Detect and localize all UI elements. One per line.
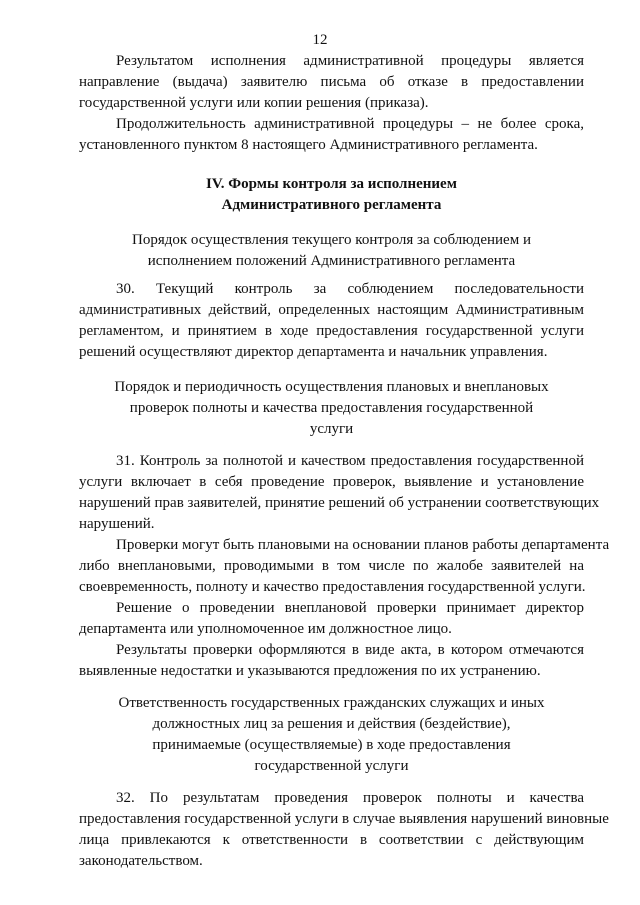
subsection-heading: принимаемые (осуществляемые) в ходе предоставления (152, 737, 511, 753)
page-number: 12 (312, 32, 328, 48)
paragraph-line: государственной услуги или копии решения (приказа). (79, 95, 429, 111)
paragraph-line: 32. По результатам проведения проверок полноты и качества (116, 790, 584, 806)
paragraph-line: регламентом, и принятием в ходе предоставления государственной услуги (79, 323, 584, 339)
paragraph-line: услуги включает в себя проведение проверок, выявление и установление (79, 474, 584, 490)
paragraph-line: Результатом исполнения административной процедуры является (116, 53, 584, 69)
paragraph-line: нарушений. (79, 516, 155, 532)
paragraph-line: предоставления государственной услуги в случае выявления нарушений виновные (79, 811, 609, 827)
paragraph-line: 31. Контроль за полнотой и качеством предоставления государственной (116, 453, 584, 469)
paragraph-line: Проверки могут быть плановыми на основании планов работы департамента (116, 537, 610, 553)
subsection-heading: проверок полноты и качества предоставления государственной (129, 400, 534, 416)
paragraph-line: своевременность, полноту и качество предоставления государственной услуги. (79, 579, 586, 595)
subsection-heading: государственной услуги (254, 758, 409, 774)
paragraph-line: выявленные недостатки и указываются предложения по их устранению. (79, 663, 541, 679)
section-heading: Административного регламента (221, 197, 442, 213)
paragraph-line: законодательством. (79, 853, 203, 869)
section-heading: IV. Формы контроля за исполнением (206, 176, 457, 192)
subsection-heading: исполнением положений Административного регламента (147, 253, 516, 269)
paragraph-line: Результаты проверки оформляются в виде акта, в котором отмечаются (116, 642, 584, 658)
paragraph-line: установленного пунктом 8 настоящего Административного регламента. (79, 137, 538, 153)
paragraph-line: Решение о проведении внеплановой проверки принимает директор (116, 600, 584, 616)
paragraph-line: нарушений прав заявителей, принятие решений об устранении соответствующих (79, 495, 600, 511)
paragraph-line: 30. Текущий контроль за соблюдением последовательности (116, 281, 584, 297)
subsection-heading: Порядок и периодичность осуществления плановых и внеплановых (114, 379, 549, 395)
subsection-heading: должностных лиц за решения и действия (бездействие), (152, 716, 511, 732)
paragraph-line: департамента или уполномоченное им должностное лицо. (79, 621, 452, 637)
paragraph-line: административных действий, определенных настоящим Административным (79, 302, 584, 318)
paragraph-line: направление (выдача) заявителю письма об отказе в предоставлении (79, 74, 584, 90)
paragraph-line: лица привлекаются к ответственности в соответствии с действующим (79, 832, 584, 848)
paragraph-line: Продолжительность административной процедуры – не более срока, (116, 116, 584, 132)
subsection-heading: Ответственность государственных гражданских служащих и иных (118, 695, 545, 711)
subsection-heading: услуги (309, 421, 354, 437)
subsection-heading: Порядок осуществления текущего контроля за соблюдением и (132, 232, 531, 248)
paragraph-line: либо внеплановыми, проводимыми в том числе по жалобе заявителей на (79, 558, 584, 574)
paragraph-line: решений осуществляют директор департамента и начальник управления. (79, 344, 548, 360)
